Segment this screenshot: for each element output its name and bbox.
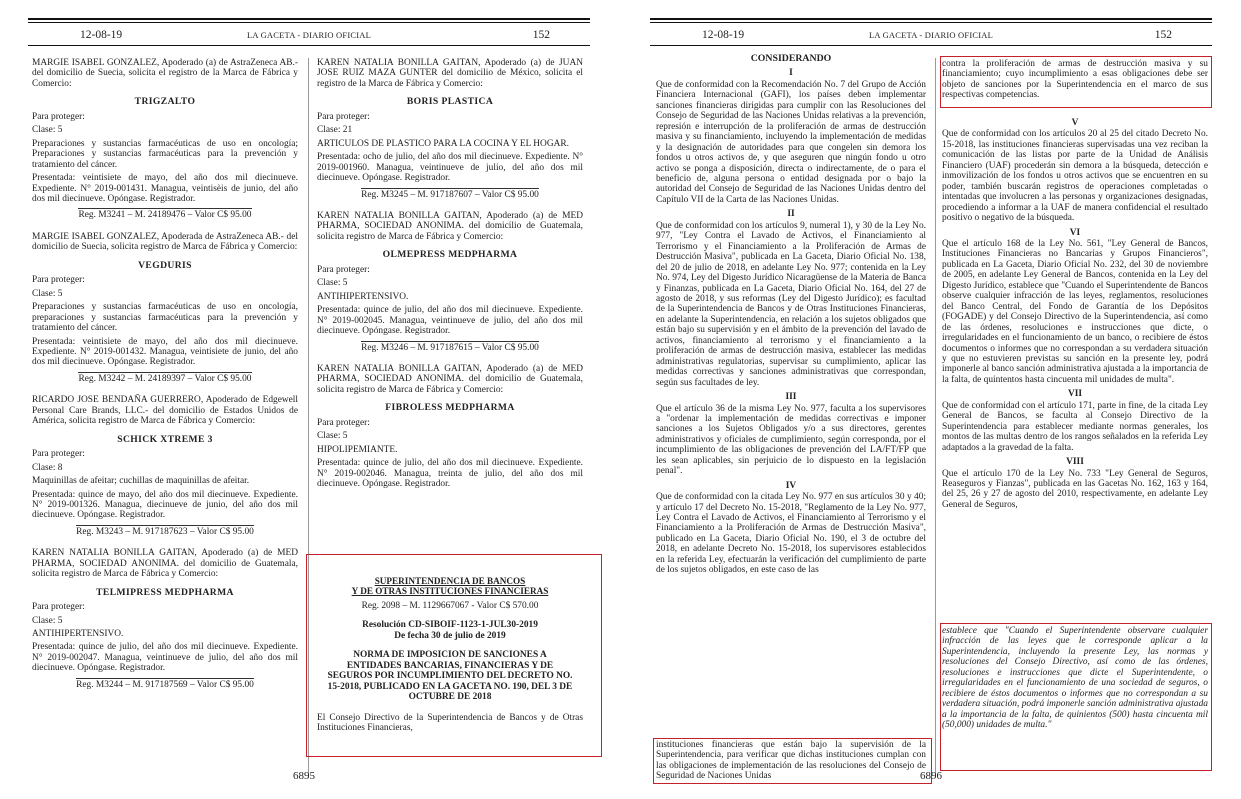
section-number: II xyxy=(787,209,795,220)
section-number: VIII xyxy=(1066,457,1084,468)
resolution-number: Resolución CD-SIBOIF-1123-1-JUL30-2019 xyxy=(362,620,538,631)
section-text: Que de conformidad con los artículos 9, numeral 1), y 30 de la Ley No. 977, "Ley Contra el Lavado de Activos, el Financiamiento al Terrorismo y el Financiamiento a la Proliferación de Armas de Destrucción Masiva", publicada en La Gaceta, Diario Oficial No. 138, del 20 de julio de 2018, en adelante Ley No. 977; contenida en la Ley No. 974, Ley del Digesto Jurídico Nicaragüense de la Materia de Banca y Finanzas, publicada en La Gaceta, Diario Oficial No. 164, del 27 de agosto de 2018, y sus reformas (Ley del Digesto Jurídico); es facultad de la Superintendencia de Bancos y de Otras Instituciones Financieras, en adelante la Superintendencia, en relación a los sujetos obligados que están bajo su supervisión y en el ámbito de la prevención del lavado de activos, financiamiento al terrorismo y el financiamiento a la proliferación de armas de destrucción masiva, establecer las medidas administrativas regulatorias, supervisar su cumplimiento, aplicar las medidas correctivas y sanciones administrativas que correspondan, según sus facultades de ley. xyxy=(656,220,926,388)
applicant-paragraph: MARGIE ISABEL GONZALEZ, Apoderada de AstraZeneca AB.- del domicilio de Suecia, solicita registro de Marca de Fábrica y Comercio: xyxy=(32,231,298,253)
trademark-name: BORIS PLASTICA xyxy=(406,96,494,108)
registration-line xyxy=(317,343,583,353)
section-text: Que el artículo 170 de la Ley No. 733 "Ley General de Seguros, Reaseguros y Fianzas", publicada en las Gacetas No. 162, 163 y 164, del 25, 26 y 27 de agosto del 2010, respectivamente, en adelante Ley General de Seguros, xyxy=(942,468,1208,510)
column-divider xyxy=(308,58,309,778)
trademark-name: FIBROLESS MEDPHARMA xyxy=(385,402,515,414)
detail-line: Para proteger: xyxy=(32,111,85,122)
org-line-2: Y DE OTRAS INSTITUCIONES FINANCIERAS xyxy=(351,586,549,596)
applicant-paragraph: KAREN NATALIA BONILLA GAITAN, Apoderado (a) de MED PHARMA, SOCIEDAD ANONIMA. del domicilio de Guatemala, solicita registro de Marca de Fábrica y Comercio: xyxy=(32,548,298,580)
header-page-number: 152 xyxy=(1154,29,1172,41)
detail-line: Para proteger: xyxy=(317,264,370,275)
boxed-tail-text: instituciones financieras que están bajo la supervisión de la Superintendencia, para verificar que dichas instituciones cumplan con las obligaciones de implementación de las resoluciones del Consejo de Seguridad de Naciones Unidas xyxy=(656,740,926,780)
trademark-details xyxy=(32,449,298,521)
registration-line xyxy=(32,527,298,537)
registration-line xyxy=(32,374,298,384)
page-footer-number: 6896 xyxy=(920,770,942,782)
notice-reg: Reg. 2098 – M. 1129667067 - Valor C$ 570.00 xyxy=(361,601,539,611)
detail-line: Preparaciones y sustancias farmacéuticas de uso en oncología, preparaciones y sustancias farmacéuticas para la prevención y tratamiento del cáncer. xyxy=(32,302,298,334)
section-text: Que de conformidad con la citada Ley No. 977 en sus artículos 30 y 40; y artículo 17 del Decreto No. 15-2018, "Reglamento de la Ley No. 977, Ley Contra el Lavado de Activos, el Financiamiento al Terrorismo y el Financiamiento a la Proliferación de Armas de Destrucción Masiva", publicado en La Gaceta, Diario Oficial No. 190, el 3 de octubre del 2018, en adelante Decreto No. 15-2018, los supervisores establecidos en la referida Ley, efectuarán la verificación del cumplimiento de parte de los sujetos obligados, en este caso de las xyxy=(656,492,926,576)
section-text: Que el artículo 36 de la misma Ley No. 977, faculta a los supervisores a "ordenar la implementación de medidas correctivas e imponer sanciones a los Sujetos Obligados y/o a sus directores, gerentes administrativos y oficiales de cumplimiento, según corresponda, por el incumplimiento de las obligaciones de prevención del LA/FT/FP que les sean aplicables, sin perjuicio de lo dispuesto en la legislación penal". xyxy=(656,403,926,477)
registration-text: Reg. M3243 – M. 917187623 – Valor C$ 95.00 xyxy=(76,526,254,537)
left-column-2 xyxy=(317,58,583,558)
trademark-name: SCHICK XTREME 3 xyxy=(117,433,213,445)
trademark-details xyxy=(317,265,583,337)
trademark-details xyxy=(32,602,298,674)
trademark-details xyxy=(32,275,298,368)
detail-line: Presentada: quince de julio, del año dos mil diecinueve. Expediente. N° 2019-002047. Managua, veintinueve de julio, del año dos mil diecinueve. Opóngase. Registrador. xyxy=(32,642,298,674)
council-intro: El Consejo Directivo de la Superintendencia de Bancos y de Otras Instituciones Financieras, xyxy=(317,712,583,734)
registration-text: Reg. M3241 – M. 24189476 – Valor C$ 95.00 xyxy=(78,210,252,221)
boxed-top-text: contra la proliferación de armas de destrucción masiva y su financiamiento; cuyo incumplimiento a esas obligaciones debe ser objeto de sanciones por la Superintendencia en el marco de sus respectivas competencias. xyxy=(942,59,1208,101)
trademark-name: VEGDURIS xyxy=(138,259,192,271)
section-number: I xyxy=(789,68,793,79)
detail-line: Para proteger: xyxy=(317,417,370,428)
header-rule-thin xyxy=(28,22,590,23)
detail-line: Maquinillas de afeitar; cuchillas de maquinillas de afeitar. xyxy=(32,476,250,487)
detail-line: Clase: 21 xyxy=(317,125,353,136)
detail-line: Clase: 5 xyxy=(32,125,63,136)
org-line-1: SUPERINTENDENCIA DE BANCOS xyxy=(374,576,526,586)
detail-line: Clase: 5 xyxy=(317,278,348,289)
considerando-title: CONSIDERANDO xyxy=(750,54,832,64)
detail-line: Clase: 5 xyxy=(32,615,63,626)
detail-line: Clase: 8 xyxy=(32,462,63,473)
detail-line: Presentada: quince de julio, del año dos mil diecinueve. Expediente. N° 2019-002045. Managua, veintinueve de julio, del año dos mil diecinueve. Opóngase. Registrador. xyxy=(317,305,583,337)
header-rule-thin xyxy=(650,22,1212,23)
page-header xyxy=(28,29,590,43)
detail-line: Presentada: ocho de julio, del año dos mil diecinueve. Expediente. N° 2019-001960. Managua, veintinueve de julio, del año dos mil diecinueve. Opóngase. Registrador. xyxy=(317,152,583,184)
section-number: V xyxy=(1071,118,1079,128)
registration-text: Reg. M3245 – M. 917187607 – Valor C$ 95.00 xyxy=(361,189,539,200)
registration-text: Reg. M3246 – M. 917187615 – Valor C$ 95.00 xyxy=(361,342,539,353)
section-number: III xyxy=(785,392,797,403)
detail-line: Presentada: quince de julio, del año dos mil diecinueve. Expediente. N° 2019-002046. Managua, treinta de julio, del año dos mil diecinueve. Opóngase. Registrador. xyxy=(317,458,583,490)
section-number: IV xyxy=(785,480,797,491)
detail-line: Preparaciones y sustancias farmacéuticas de uso en oncología; Preparaciones y sustancias farmacéuticas para la prevención y tratamiento del cáncer. xyxy=(32,138,298,170)
applicant-paragraph: KAREN NATALIA BONILLA GAITAN, Apoderado (a) de JUAN JOSE RUIZ MAZA GUNTER del domicilio de México, solicita el registro de la Marca de Fábrica y Comercio: xyxy=(317,58,583,89)
detail-line: Para proteger: xyxy=(32,449,85,460)
header-rule-top xyxy=(28,18,590,20)
registration-text: Reg. M3242 – M. 24189397 – Valor C$ 95.00 xyxy=(78,373,252,384)
header-rule-bottom xyxy=(650,45,1212,46)
boxed-bottom-paragraph xyxy=(942,626,1208,774)
header-rule-bottom xyxy=(28,45,590,46)
header-date: 12-08-19 xyxy=(702,29,745,41)
header-date: 12-08-19 xyxy=(80,29,123,41)
header-title: LA GACETA - DIARIO OFICIAL xyxy=(869,30,993,40)
considerando-column xyxy=(656,54,926,742)
header-title: LA GACETA - DIARIO OFICIAL xyxy=(247,30,371,40)
header-page-number: 152 xyxy=(532,29,550,41)
applicant-paragraph: KAREN NATALIA BONILLA GAITAN, Apoderado (a) de MED PHARMA, SOCIEDAD ANONIMA. del domicilio de Guatemala, solicita registro de Marca de Fábrica y Comercio: xyxy=(317,363,583,395)
detail-line: ARTICULOS DE PLASTICO PARA LA COCINA Y EL HOGAR. xyxy=(317,138,569,149)
page-header xyxy=(650,29,1212,43)
trademark-details xyxy=(317,418,583,490)
detail-line: Para proteger: xyxy=(317,111,370,122)
section-number: VII xyxy=(1067,389,1083,400)
considerando-boxed-tail xyxy=(656,740,926,780)
boxed-top-paragraph xyxy=(942,59,1208,107)
detail-line: Clase: 5 xyxy=(32,288,63,299)
boxed-bottom-text: establece que "Cuando el Superintendente observare cualquier infracción de las leyes que le corresponde aplicar a la Superintendencia, incluyendo la presente Ley, las normas y resoluciones del Consejo Directivo, así como de las órdenes, resoluciones e instrucciones que dicte el Superintendente, o irregularidades en el funcionamiento de una sociedad de seguros, o recibiere de éstos documentos o informes que no correspondan a su verdadera situación, podrá imponerle sanción administrativa ajustada a la importancia de la falta, de quinientos (500) hasta cincuenta mil (50,000) unidades de multa." xyxy=(942,626,1208,731)
left-page xyxy=(28,18,590,793)
detail-line: Presentada: quince de mayo, del año dos mil diecinueve. Expediente. N° 2019-001326. Managua, diecinueve de junio, del año dos mil diecinueve. Opóngase. Registrador. xyxy=(32,489,298,521)
detail-line: Para proteger: xyxy=(32,602,85,613)
right-page xyxy=(650,18,1212,793)
detail-line: Presentada: veintisiete de mayo, del año dos mil diecinueve. Expediente. N° 2019-001432. Managua, veintisiete de junio, del año dos mil diecinueve. Opóngase. Registrador. xyxy=(32,336,298,368)
sibof-notice xyxy=(317,572,583,752)
left-column-1 xyxy=(32,58,298,778)
section-text: Que el artículo 168 de la Ley No. 561, "Ley General de Bancos, Instituciones Financieras no Bancarias y Grupos Financieros", publicada en La Gaceta, Diario Oficial No. 232, del 30 de noviembre de 2005, en adelante Ley General de Bancos, contenida en la Ley del Digesto Jurídico, establece que "Cuando el Superintendente de Bancos observe cualquier infracción de las leyes, reglamentos, resoluciones del Banco Central, del Fondo de Garantía de los Depósitos (FOGADE) y del Consejo Directivo de la Superintendencia, así como de las órdenes, resoluciones e instrucciones que dicte, o irregularidades en el funcionamiento de un banco, o recibiere de éstos documentos o informes que no correspondan a su verdadera situación y que no estuvieren previstas su sanción en la presente ley, podrá imponerle al banco sanción administrativa ajustada a la importancia de la falta, de quintentos hasta cincuenta mil unidades de multa". xyxy=(942,238,1208,385)
detail-line: Clase: 5 xyxy=(317,431,348,442)
registration-line xyxy=(317,190,583,200)
norma-title: NORMA DE IMPOSICION DE SANCIONES A ENTIDADES BANCARIAS, FINANCIERAS Y DE SEGUROS POR INCUMPLIMIENTO DEL DECRETO NO. 15-2018, PUBLICADO EN LA GACETA NO. 190, DEL 3 DE OCTUBRE DE 2018 xyxy=(327,650,573,703)
column-divider xyxy=(935,58,936,778)
registration-text: Reg. M3244 – M. 917187569 – Valor C$ 95.00 xyxy=(76,679,254,690)
registration-line xyxy=(32,680,298,690)
applicant-paragraph: KAREN NATALIA BONILLA GAITAN, Apoderado (a) de MED PHARMA, SOCIEDAD ANONIMA. del domicilio de Guatemala, solicita registro de Marca de Fábrica y Comercio: xyxy=(317,210,583,242)
trademark-details xyxy=(317,112,583,184)
trademark-name: OLMEPRESS MEDPHARMA xyxy=(382,249,518,261)
detail-line: Para proteger: xyxy=(32,275,85,286)
page-footer-number: 6895 xyxy=(293,770,315,782)
section-text: Que de conformidad con la Recomendación No. 7 del Grupo de Acción Financiera Internacional (GAFI), los países deben implementar sanciones financieras dirigidas para cumplir con las Resoluciones del Consejo de Seguridad de las Naciones Unidas relativas a la prevención, represión e interrupción de la proliferación de armas de destrucción masiva y su financiamiento, incluyendo la implementación de medidas y la designación de autoridades para que congelen sin demora los fondos u otros activos de, y que aseguren que ningún fondo u otro activo se ponga a disposición, directa o indirectamente, de o para el beneficio de, alguna persona o entidad designada por o bajo la autoridad del Consejo de Seguridad de las Naciones Unidas dentro del Capítulo VII de la Carta de las Naciones Unidas. xyxy=(656,79,926,205)
trademark-name: TRIGZALTO xyxy=(134,96,196,108)
detail-line: ANTIHIPERTENSIVO. xyxy=(317,291,409,302)
section-number: VI xyxy=(1069,227,1081,238)
trademark-details xyxy=(32,112,298,205)
section-text: Que de conformidad con el artículo 171, parte in fine, de la citada Ley General de Bancos, se faculta al Consejo Directivo de la Superintendencia para establecer mediante normas generales, los montos de las multas dentro de los rangos señalados en la referida Ley adaptados a la gravedad de la falta. xyxy=(942,400,1208,453)
section-text: Que de conformidad con los artículos 20 al 25 del citado Decreto No. 15-2018, las instituciones financieras supervisadas una vez reciban la comunicación de las listas por parte de la Unidad de Análisis Financiero (UAF) procederán sin demora a la búsqueda, detección e inmovilización de los fondos u otros activos que se encuentren en su poder, también buscarán registros de operaciones completadas o intentadas que involucren a las personas y organizaciones designadas, procediendo a informar a la UAF de manera confidencial el resultado positivo o negativo de la búsqueda. xyxy=(942,129,1208,224)
detail-line: HIPOLIPEMIANTE. xyxy=(317,444,398,455)
trademark-name: TELMIPRESS MEDPHARMA xyxy=(96,586,234,598)
detail-line: ANTIHIPERTENSIVO. xyxy=(32,629,124,640)
registration-line xyxy=(32,210,298,220)
detail-line: Presentada: veintisiete de mayo, del año dos mil diecinueve. Expediente. N° 2019-001431. Managua, veintisèis de junio, del año dos mil diecinueve. Opóngase. Registrador. xyxy=(32,173,298,204)
right-column-2 xyxy=(942,114,1208,626)
resolution-date: De fecha 30 de julio de 2019 xyxy=(394,630,506,641)
header-rule-top xyxy=(650,18,1212,20)
applicant-paragraph: RICARDO JOSE BENDAÑA GUERRERO, Apoderado de Edgewell Personal Care Brands, LLC.- del domicilio de Estados Unidos de América, solicita registro de Marca de Fábrica y Comercio: xyxy=(32,395,298,427)
applicant-paragraph: MARGIE ISABEL GONZÁLEZ, Apoderado (a) de AstraZeneca AB.- del domicilio de Suecia, solicita el registro de la Marca de Fábrica y Comercio: xyxy=(32,58,298,89)
